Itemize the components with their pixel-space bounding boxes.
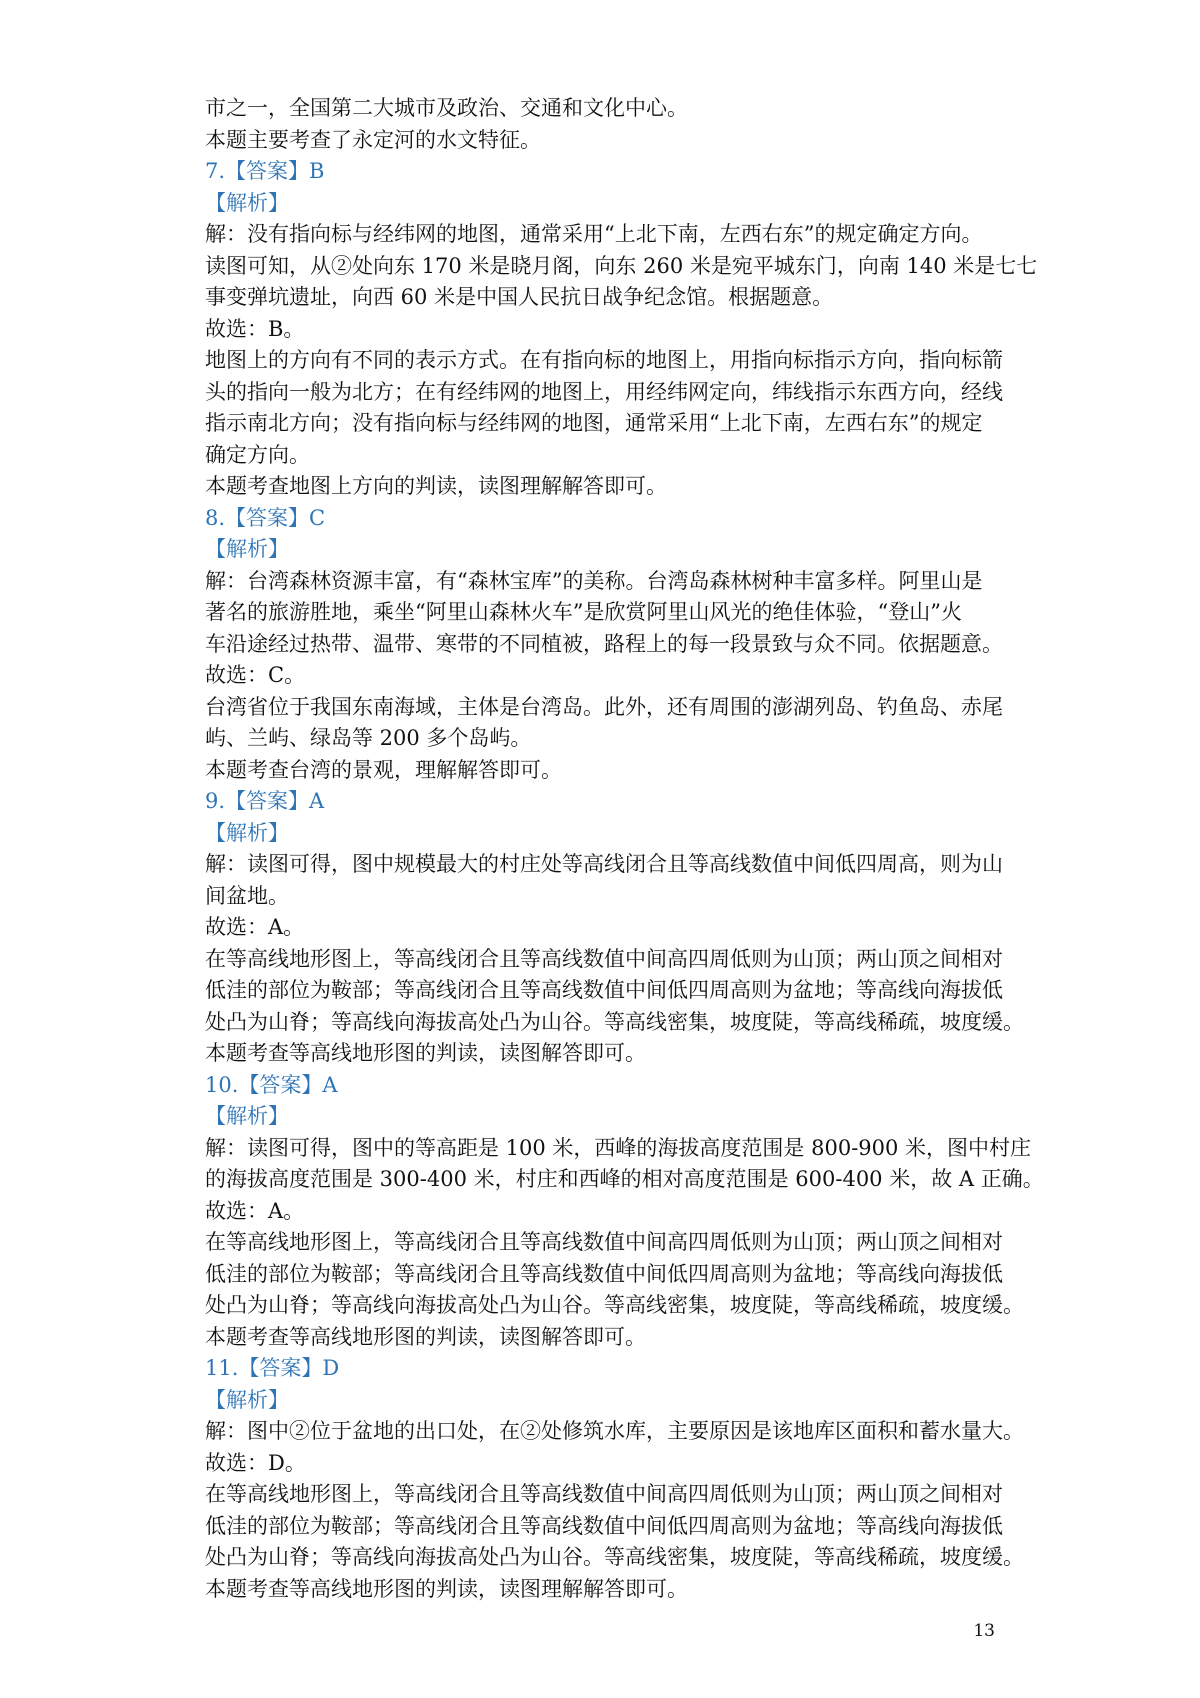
text-line: 解：读图可得，图中规模最大的村庄处等高线闭合且等高线数值中间低四周高，则为山 [205, 852, 1003, 876]
text-line: 低洼的部位为鞍部；等高线闭合且等高线数值中间低四周高则为盆地；等高线向海拔低 [205, 1261, 1003, 1286]
text-line: 在等高线地形图上，等高线闭合且等高线数值中间高四周低则为山顶；两山顶之间相对 [205, 1482, 1003, 1506]
text-line: 解：台湾森林资源丰富，有“森林宝库”的美称。台湾岛森林树种丰富多样。阿里山是 [205, 568, 983, 593]
text-line: 车沿途经过热带、温带、寒带的不同植被，路程上的每一段景致与众不同。依据题意。 [205, 631, 1003, 656]
text-line: 解：没有指向标与经纬网的地图，通常采用“上北下南，左西右东”的规定确定方向。 [205, 222, 983, 246]
text-line: 事变弹坑遗址，向西 60 米是中国人民抗日战争纪念馆。根据题意。 [205, 285, 834, 309]
answer-label: 【答案】 [238, 1072, 323, 1097]
text-line: 处凸为山脊；等高线向海拔高处凸为山谷。等高线密集，坡度陡，等高线稀疏，坡度缓。 [205, 1009, 1024, 1034]
answer-choice: C [309, 505, 326, 530]
text-line: 故选：D。 [205, 1450, 306, 1475]
text-line: 间盆地。 [205, 883, 289, 908]
text-line: 屿、兰屿、绿岛等 200 多个岛屿。 [205, 726, 532, 750]
text-line: 本题考查等高线地形图的判读，读图解答即可。 [205, 1324, 646, 1349]
text-line: 解：图中②位于盆地的出口处，在②处修筑水库，主要原因是该地库区面积和蓄水量大。 [205, 1419, 1024, 1443]
text-line: 指示南北方向；没有指向标与经纬网的地图，通常采用“上北下南，左西右东”的规定 [205, 411, 983, 435]
analysis-label: 【解析】 [205, 820, 289, 845]
text-line: 故选：A。 [205, 915, 305, 939]
text-line: 解：读图可得，图中的等高距是 100 米，西峰的海拔高度范围是 800-900 米，图中村庄 [205, 1135, 1032, 1160]
text-line: 著名的旅游胜地，乘坐“阿里山森林火车”是欣赏阿里山风光的绝佳体验，“登山”火 [205, 600, 962, 624]
answer-choice: A [309, 789, 325, 813]
answer-line [205, 1070, 1015, 1102]
text-line: 处凸为山脊；等高线向海拔高处凸为山谷。等高线密集，坡度陡，等高线稀疏，坡度缓。 [205, 1545, 1024, 1569]
analysis-label: 【解析】 [205, 1387, 289, 1412]
answer-choice: B [309, 159, 325, 183]
page-number: 13 [973, 1621, 995, 1641]
text-line: 市之一，全国第二大城市及政治、交通和文化中心。 [205, 96, 688, 120]
text-line: 本题考查地图上方向的判读，读图理解解答即可。 [205, 474, 667, 498]
text-line: 低洼的部位为鞍部；等高线闭合且等高线数值中间低四周高则为盆地；等高线向海拔低 [205, 1513, 1003, 1538]
answer-choice: A [322, 1072, 338, 1097]
answer-label: 【答案】 [225, 505, 310, 530]
text-line: 本题考查台湾的景观，理解解答即可。 [205, 757, 562, 782]
text-line: 确定方向。 [205, 442, 310, 467]
answer-line [205, 786, 1015, 818]
answer-label: 【答案】 [238, 1356, 323, 1380]
text-line: 故选：C。 [205, 663, 306, 687]
text-line: 在等高线地形图上，等高线闭合且等高线数值中间高四周低则为山顶；两山顶之间相对 [205, 946, 1003, 971]
text-line: 读图可知，从②处向东 170 米是晓月阁，向东 260 米是宛平城东门，向南 140 米是七七 [205, 253, 1038, 278]
question-number: 11. [205, 1356, 239, 1380]
text-line: 台湾省位于我国东南海域，主体是台湾岛。此外，还有周围的澎湖列岛、钓鱼岛、赤尾 [205, 694, 1003, 719]
text-line: 本题考查等高线地形图的判读，读图理解解答即可。 [205, 1576, 688, 1601]
answer-line [205, 503, 1015, 535]
text-line: 本题考查等高线地形图的判读，读图解答即可。 [205, 1041, 646, 1065]
question-number: 10. [205, 1072, 239, 1097]
document-body [205, 93, 1044, 1605]
question-number: 8. [205, 505, 226, 530]
text-line: 故选：B。 [205, 316, 305, 341]
question-number: 9. [205, 789, 226, 813]
answer-line [205, 1353, 1015, 1385]
text-line: 地图上的方向有不同的表示方式。在有指向标的地图上，用指向标指示方向，指向标箭 [205, 348, 1003, 372]
analysis-label: 【解析】 [205, 1104, 289, 1128]
answer-label: 【答案】 [225, 789, 310, 813]
text-line: 故选：A。 [205, 1198, 305, 1223]
answer-line [205, 156, 1015, 188]
text-line: 在等高线地形图上，等高线闭合且等高线数值中间高四周低则为山顶；两山顶之间相对 [205, 1230, 1003, 1254]
text-line: 头的指向一般为北方；在有经纬网的地图上，用经纬网定向，纬线指示东西方向，经线 [205, 379, 1003, 404]
answer-label: 【答案】 [225, 159, 310, 183]
analysis-label: 【解析】 [205, 190, 289, 215]
text-line: 的海拔高度范围是 300-400 米，村庄和西峰的相对高度范围是 600-400 米，故 A 正确。 [205, 1167, 1044, 1191]
answer-choice: D [322, 1356, 340, 1380]
text-line: 处凸为山脊；等高线向海拔高处凸为山谷。等高线密集，坡度陡，等高线稀疏，坡度缓。 [205, 1293, 1024, 1317]
text-line: 本题主要考查了永定河的水文特征。 [205, 127, 541, 152]
text-line: 低洼的部位为鞍部；等高线闭合且等高线数值中间低四周高则为盆地；等高线向海拔低 [205, 978, 1003, 1002]
analysis-label: 【解析】 [205, 537, 289, 561]
question-number: 7. [205, 159, 226, 183]
